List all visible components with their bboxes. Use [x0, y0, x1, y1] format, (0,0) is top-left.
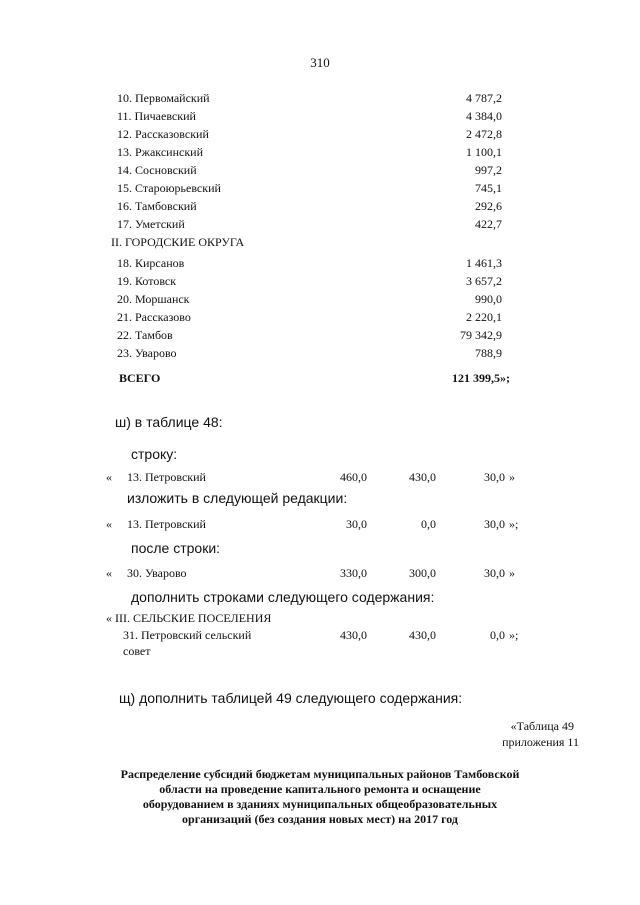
row-name: 10. Первомайский	[117, 91, 210, 105]
row-value: 2 472,8	[466, 127, 502, 141]
title-line: оборудованием в зданиях муниципальных общеобразовательных	[142, 797, 498, 811]
amended-row	[0, 470, 640, 488]
amendment-paragraph: строку:	[131, 446, 178, 462]
total-value: 121 399,5»;	[452, 371, 510, 385]
close-quote: »	[509, 566, 515, 580]
row-value: 1 100,1	[466, 145, 502, 159]
row-col2: 0,0	[421, 517, 436, 531]
close-quote: »	[509, 470, 515, 484]
amendment-paragraph: ш) в таблице 48:	[115, 414, 223, 430]
table-row	[0, 256, 640, 274]
row-name: 17. Уметский	[117, 217, 185, 231]
row-name: 13. Петровский	[127, 517, 206, 531]
table-note-line: приложения 11	[502, 735, 579, 749]
row-name: 13. Ржаксинский	[117, 145, 203, 159]
table-row	[0, 181, 640, 199]
row-name: 21. Рассказово	[117, 310, 191, 324]
row-col2: 300,0	[409, 566, 436, 580]
row-col3: 30,0	[484, 566, 505, 580]
amended-row	[0, 566, 640, 584]
table-row	[0, 328, 640, 346]
table-row	[0, 127, 640, 145]
row-col1: 430,0	[340, 628, 367, 642]
row-value: 745,1	[475, 181, 502, 195]
table-row	[0, 217, 640, 235]
table-row	[0, 292, 640, 310]
table-row	[0, 274, 640, 292]
row-value: 990,0	[475, 292, 502, 306]
amended-row	[0, 517, 640, 535]
row-name: 30. Уварово	[127, 566, 187, 580]
table-row	[0, 346, 640, 364]
open-quote: «	[106, 470, 112, 484]
table-row	[0, 310, 640, 328]
table-row	[0, 145, 640, 163]
row-name: 23. Уварово	[117, 346, 177, 360]
row-col2: 430,0	[409, 470, 436, 484]
section-heading: « III. СЕЛЬСКИЕ ПОСЕЛЕНИЯ	[106, 611, 272, 625]
row-value: 422,7	[475, 217, 502, 231]
amendment-paragraph: дополнить строками следующего содержания:	[131, 589, 435, 605]
amended-row	[0, 628, 640, 646]
table-note-line: «Таблица 49	[510, 719, 574, 733]
close-quote: »;	[509, 517, 519, 531]
table-row	[0, 91, 640, 109]
row-value: 292,6	[475, 199, 502, 213]
row-value: 3 657,2	[466, 274, 502, 288]
section-heading: II. ГОРОДСКИЕ ОКРУГА	[111, 235, 245, 249]
open-quote: «	[106, 517, 112, 531]
row-col3: 30,0	[484, 470, 505, 484]
amendment-paragraph: после строки:	[131, 540, 221, 556]
amendment-paragraph: щ) дополнить таблицей 49 следующего содержания:	[119, 690, 463, 706]
row-col3: 0,0	[490, 628, 505, 642]
row-name: 19. Котовск	[117, 274, 177, 288]
row-col2: 430,0	[409, 628, 436, 642]
row-name: 16. Тамбовский	[117, 199, 197, 213]
close-quote: »;	[509, 628, 519, 642]
table-title	[0, 767, 640, 827]
row-value: 4 787,2	[466, 91, 502, 105]
total-label: ВСЕГО	[119, 371, 161, 385]
row-value: 997,2	[475, 163, 502, 177]
row-col1: 460,0	[340, 470, 367, 484]
row-name: 18. Кирсанов	[117, 256, 185, 270]
row-value: 4 384,0	[466, 109, 502, 123]
open-quote: «	[106, 566, 112, 580]
row-col3: 30,0	[484, 517, 505, 531]
row-value: 1 461,3	[466, 256, 502, 270]
title-line: Распределение субсидий бюджетам муниципальных районов Тамбовской	[120, 767, 520, 781]
table-row	[0, 163, 640, 181]
table-row	[0, 109, 640, 127]
row-name: 22. Тамбов	[117, 328, 173, 342]
row-name: 13. Петровский	[127, 470, 206, 484]
table-row	[0, 199, 640, 217]
row-name: 14. Сосновский	[117, 163, 197, 177]
page-number: 310	[310, 55, 330, 70]
row-col1: 330,0	[340, 566, 367, 580]
row-name: 15. Староюрьевский	[117, 181, 221, 195]
row-value: 788,9	[475, 346, 502, 360]
row-name: 20. Моршанск	[117, 292, 190, 306]
row-value: 2 220,1	[466, 310, 502, 324]
title-line: области на проведение капитального ремонта и оснащение	[159, 782, 481, 796]
row-name: 12. Рассказовский	[117, 127, 209, 141]
title-line: организаций (без создания новых мест) на 2017 год	[182, 812, 458, 826]
row-name: 31. Петровский сельский	[123, 628, 252, 642]
row-name: 11. Пичаевский	[117, 109, 196, 123]
row-name-continuation: совет	[123, 644, 151, 658]
row-col1: 30,0	[346, 517, 367, 531]
amendment-paragraph: изложить в следующей редакции:	[127, 490, 348, 506]
row-value: 79 342,9	[460, 328, 502, 342]
